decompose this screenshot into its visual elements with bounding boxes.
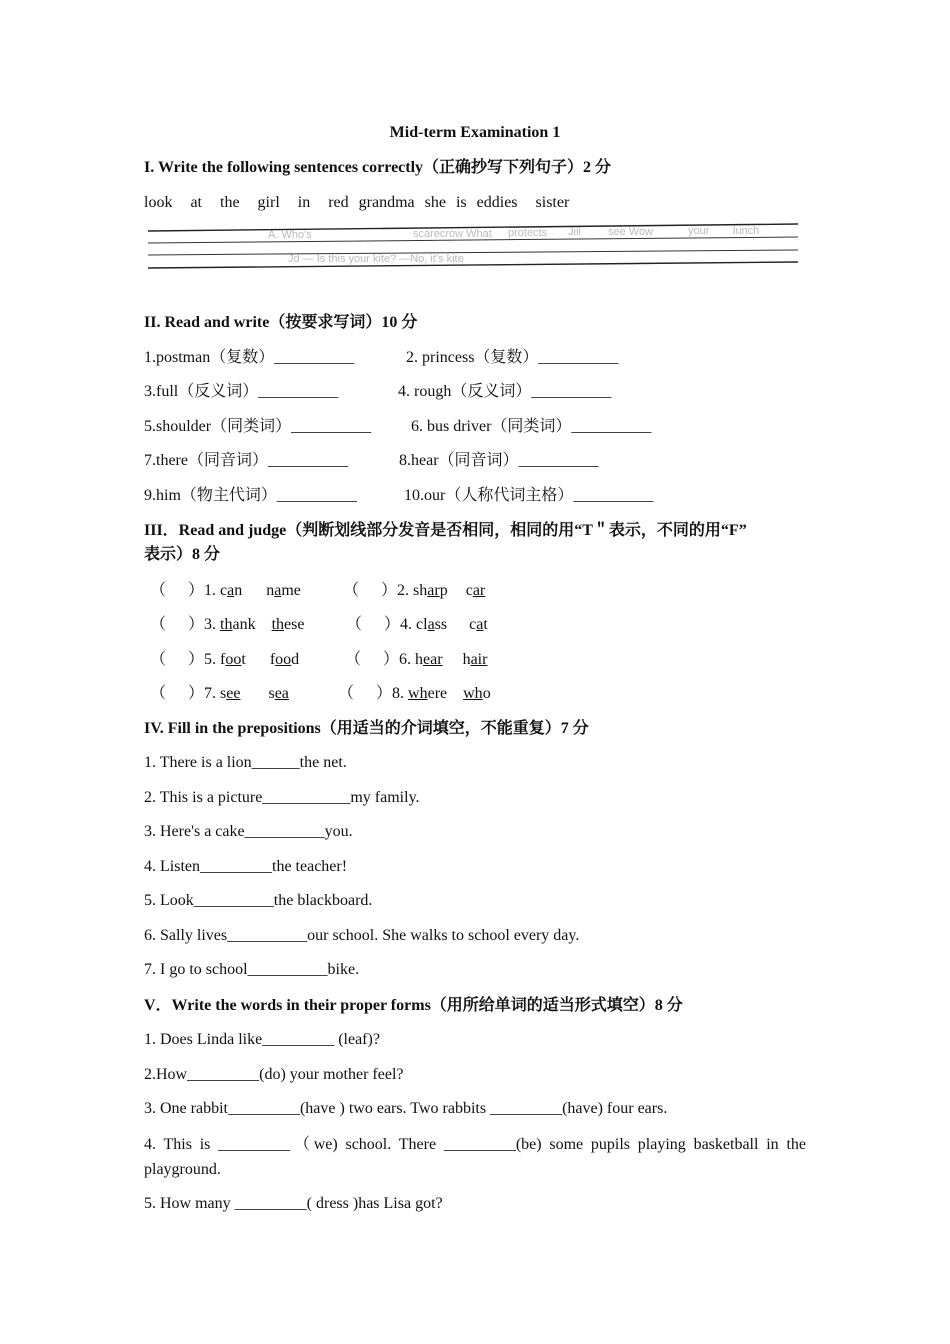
s2-item: 3.full（反义词）__________ [144, 383, 339, 400]
faded-text [268, 225, 759, 265]
s4-item: 1. There is a lion______the net. [144, 754, 347, 771]
writing-lines-image [148, 222, 798, 272]
section-4-heading: IV. Fill in the prepositions（用适当的介词填空，不能重复）7 分 [144, 720, 589, 737]
word: look [144, 194, 173, 211]
s2-item: 7.there（同音词）__________ [144, 452, 348, 469]
s4-item: 4. Listen_________the teacher! [144, 858, 348, 875]
word: is [455, 194, 467, 211]
s4-item: 5. Look__________the blackboard. [144, 892, 373, 909]
section-1-heading: I. Write the following sentences correctly（正确抄写下列句子）2 分 [144, 159, 612, 176]
scrambled-words [144, 193, 569, 213]
writing-lines-svg [148, 222, 798, 272]
s5-item: 2.How_________(do) your mother feel? [144, 1066, 404, 1083]
faded-word: scarecrow What [413, 228, 492, 240]
faded-word: Jill [568, 226, 581, 238]
judge-item-4: （ ）4. class cat [346, 616, 488, 633]
s2-item: 1.postman（复数）__________ [144, 349, 355, 366]
faded-word: see Wow [608, 226, 654, 238]
word: at [190, 194, 202, 211]
faded-word: A. Who's [268, 229, 312, 241]
faded-word: lunch [733, 225, 760, 237]
s2-item: 6. bus driver（同类词）__________ [411, 418, 652, 435]
s2-item: 8.hear（同音词）__________ [399, 452, 599, 469]
judge-item-8: （ ）8. where who [338, 685, 491, 702]
section-3-heading-cont: 表示）8 分 [144, 546, 221, 563]
word: red [328, 194, 349, 211]
section-3-heading: III．Read and judge（判断划线部分发音是否相同，相同的用“T＂表示，不同的用“F” [144, 522, 747, 539]
section-5-heading: V．Write the words in their proper forms（用所给单词的适当形式填空）8 分 [144, 997, 683, 1014]
s2-item: 10.our（人称代词主格）__________ [404, 487, 654, 504]
judge-item-2: （ ）2. sharp car [343, 582, 486, 599]
s5-item: 1. Does Linda like_________ (leaf)? [144, 1031, 380, 1048]
s4-item: 2. This is a picture___________my family. [144, 789, 420, 806]
s2-item: 5.shoulder（同类词）__________ [144, 418, 372, 435]
s5-item: 3. One rabbit_________(have ) two ears. Two rabbits _________(have) four ears. [144, 1100, 668, 1117]
s2-item: 9.him（物主代词）__________ [144, 487, 357, 504]
faded-word: your [688, 225, 710, 237]
s4-item: 3. Here's a cake__________you. [144, 823, 353, 840]
word: the [220, 194, 240, 211]
judge-item-1: （ ）1. can name [150, 582, 301, 599]
word: girl [257, 194, 280, 211]
section-2-heading: II. Read and write（按要求写词）10 分 [144, 314, 418, 331]
s5-item: 5. How many _________( dress )has Lisa got? [144, 1195, 443, 1212]
judge-item-3: （ ）3. thank these [150, 616, 305, 633]
word: she [424, 194, 446, 211]
exam-title: Mid-term Examination 1 [389, 124, 561, 141]
faded-word: Jd — Is this your kite? —No, it's kite [288, 253, 464, 265]
word: sister [535, 194, 570, 211]
s4-item: 6. Sally lives__________our school. She walks to school every day. [144, 927, 580, 944]
s4-item: 7. I go to school__________bike. [144, 961, 360, 978]
judge-item-6: （ ）6. hear hair [345, 651, 488, 668]
word: eddies [476, 194, 518, 211]
faded-word: protects [508, 227, 548, 239]
word: in [297, 194, 311, 211]
judge-item-5: （ ）5. foot food [150, 651, 300, 668]
word: grandma [358, 194, 415, 211]
s2-item: 2. princess（复数）__________ [406, 349, 619, 366]
s2-item: 4. rough（反义词）__________ [398, 383, 612, 400]
judge-item-7: （ ）7. see sea [150, 685, 289, 702]
s5-item: 4. This is _________（we) school. There _________(be) some pupils playing basketball in the playground. [144, 1136, 806, 1178]
